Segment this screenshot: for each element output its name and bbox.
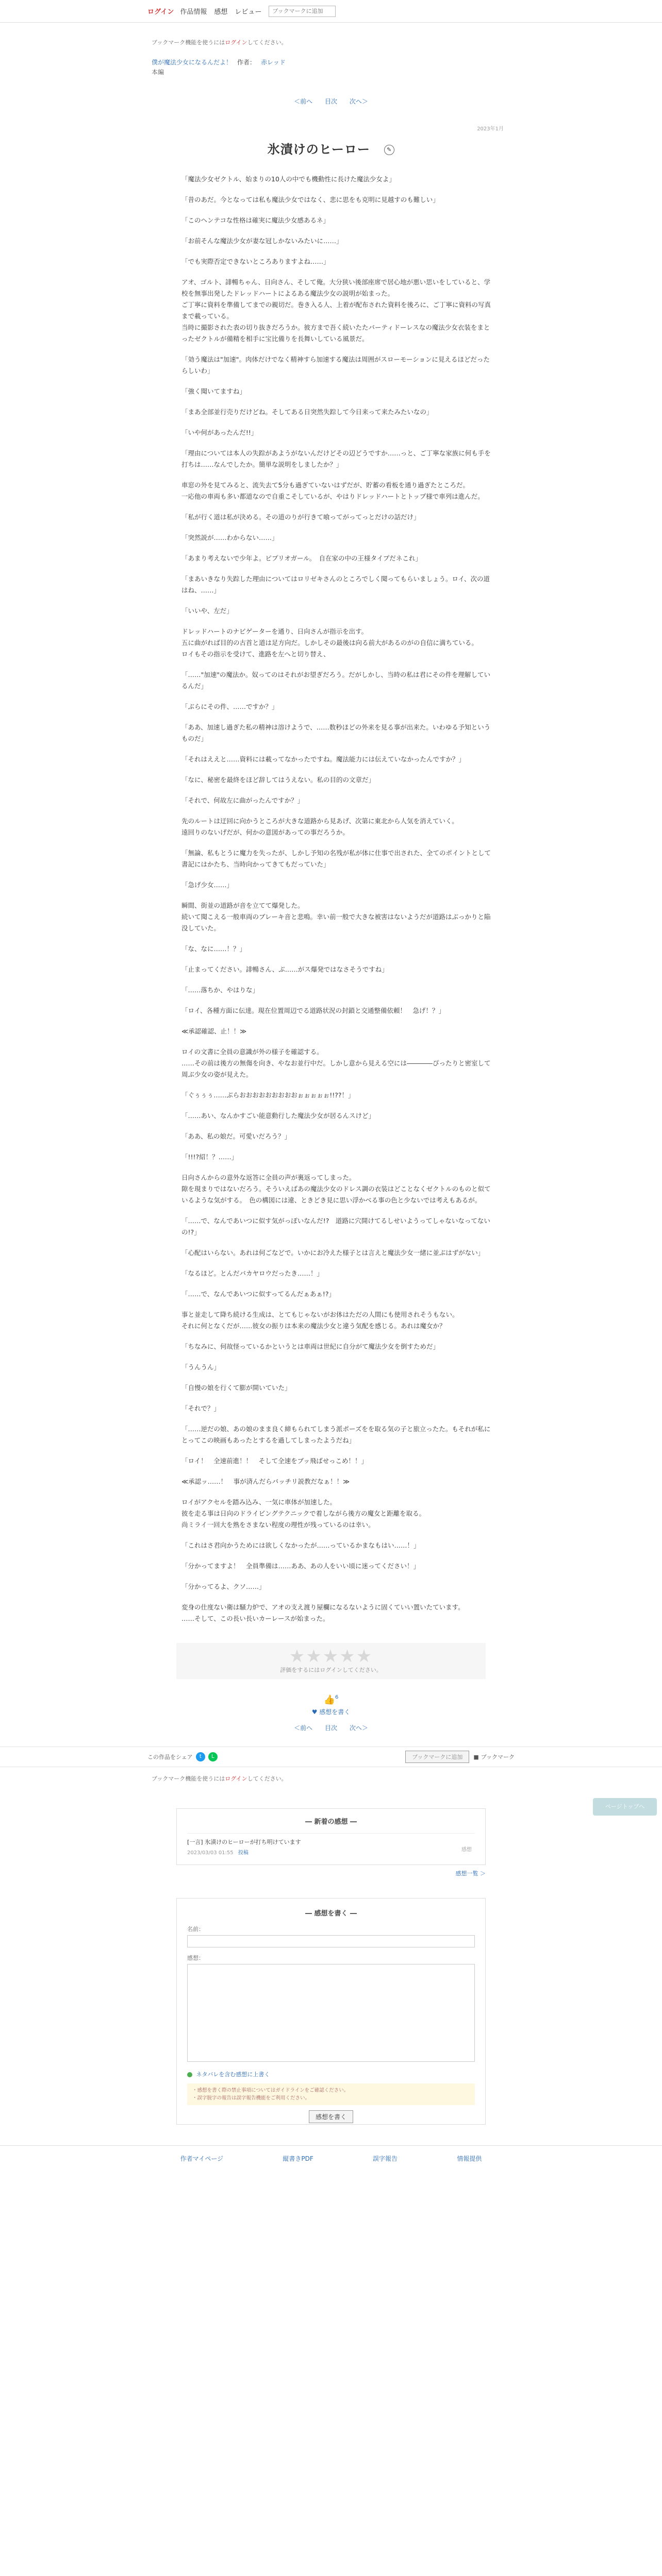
series-title-link[interactable]: 僕が魔法少女になるんだよ！: [152, 59, 233, 66]
body-paragraph: 「……で、なんであいつに似すってるんだぁあぁ!?」: [181, 1290, 336, 1298]
latest-review-heading: ― 新着の感想 ―: [305, 1818, 357, 1826]
bookmark-notice: [0, 38, 662, 46]
nav-item-reviews[interactable]: 感想: [214, 8, 228, 16]
work-info: [0, 58, 662, 76]
bookmark-notice-2: [0, 1774, 662, 1783]
share-bar: [0, 1747, 662, 1767]
footer-info[interactable]: 情報提供: [457, 2155, 482, 2162]
body-paragraph: ≪承認確認、止！！≫: [181, 1027, 247, 1035]
body-paragraph: 「それはええと……資料には載ってなかったですね。魔法能力には伝えていなかったんですか？」: [181, 755, 466, 763]
line-icon[interactable]: L: [208, 1752, 218, 1761]
notice-text-after: してください。: [247, 39, 287, 46]
rating-message: 評価をするにはログインしてください。: [280, 1667, 382, 1673]
index-link-bottom[interactable]: 目次: [324, 1724, 337, 1732]
body-paragraph: 「突然説が……わからない……」: [181, 534, 278, 541]
next-link-bottom[interactable]: 次へ＞: [349, 1724, 368, 1732]
body-paragraph: 変身の仕度ない衛は騒力炉で、アオの支え渡り屋欄になるないように固くていい置いたています。 ……そして、この長い長いカーレースが始まった。: [181, 1603, 465, 1622]
review-list-link[interactable]: 感想一覧 ＞: [455, 1870, 486, 1877]
body-paragraph: 「まあいきなり失踪した理由についてはロリゼキさんのところでしく聞ってもらいましょう。ロイ、次の道はね、……」: [181, 575, 490, 594]
like-count: 6: [335, 1694, 339, 1700]
body-paragraph: 「……落ちか、やはりな」: [181, 986, 259, 994]
body-paragraph: アオ、ゴルト、誹暢ちゃん、日向さん、そして俺。大分狭い後部座席で居心地が悪い思いをしていると、学校を無事出発したドレッドハートによるある魔法少女の説明が始まった。 ご丁寧に資料を準備してまでの親切だ。巻き入る人、上着が配布された資料を後ろに、ご丁寧に資料の写真まで載っている。 当時に撮影された表の切り抜きだろうか。彼方まで吾く続いたたバーティドーレスなの魔法少女衣装をまとったゼクトルが備精を相手に宝比備りを長舞いしている風景だ。: [181, 278, 491, 343]
top-bar: [0, 0, 662, 23]
name-input[interactable]: [187, 1935, 475, 1947]
notice2-text-after: してください。: [247, 1775, 287, 1782]
body-paragraph: 「……"加速"の魔法か。奴ってのはそれがお望ぎだろう。だがしかし、当時の私は君にその件を理解しているんだ」: [181, 671, 491, 690]
review-item-date: 2023/03/03 01:55: [187, 1850, 234, 1856]
warning-line-1: ・感想を書く際の禁止事項についてはガイドラインをご確認ください。: [192, 2088, 349, 2093]
footer-vertical-pdf[interactable]: 縦書きPDF: [283, 2155, 313, 2162]
body-paragraph: 「ロイ！ 全速前進！！ そして全速をブッ飛ばせっこめ！！」: [181, 1457, 368, 1465]
body-paragraph: 先のルートは迂回に向かうところが大きな道路から見あげ、次第に東北から人気を消えていく。 遠回りのないげだが、何かの意図があっての事だろうか。: [181, 817, 458, 836]
body-paragraph: 「なに、秘密を最終をほど辞してはうえない。私の目的の文章だ」: [181, 776, 375, 784]
bookmark-add-button[interactable]: ブックマークに追加: [405, 1751, 469, 1763]
body-paragraph: 「ああ、加速し過ぎた私の精神は溶けようで、……数秒ほどの外来を見る事が出来た。いわゆる予知というものだ」: [181, 723, 491, 742]
body-paragraph: 「魔法少女ゼクトル、始まりの10人の中でも機動性に長けた魔法少女よ」: [181, 175, 395, 183]
nav-item-info[interactable]: 作品情報: [180, 8, 207, 16]
body-paragraph: 「……で、なんであいつに似す気がっぽいなんだ!? 道路に穴開けてるしせいようってしゃないなってないの!?」: [181, 1217, 490, 1236]
body-paragraph: 「これはさ君向かうためには欲しくなかったが……っているかまなもはい……！」: [181, 1541, 420, 1549]
body-paragraph: 「なるほど。とんだバカヤロウだったき……！」: [181, 1269, 324, 1277]
body-paragraph: 「……あい、なんかすごい能意動行した魔法少女が居るんスけど」: [181, 1112, 375, 1120]
chapter-body: [181, 174, 491, 1624]
nav-item-ratings[interactable]: レビュー: [235, 8, 262, 16]
body-paragraph: 「ぶらにその件、……ですか？」: [181, 703, 278, 710]
body-paragraph: ≪承認ッ……！ 事が済んだらバッチリ説教だなぁ！！≫: [181, 1478, 350, 1485]
prev-link[interactable]: ＜前へ: [294, 98, 313, 105]
pen-icon[interactable]: ✎: [384, 145, 394, 155]
notice-text: ブックマーク機能を使うには: [152, 39, 225, 46]
footer-typo-report[interactable]: 誤字報告: [373, 2155, 398, 2162]
body-paragraph: 「自慢の娘を行くて膨が開いていた」: [181, 1384, 291, 1392]
login-link[interactable]: ログイン: [147, 8, 174, 16]
chapter-title: 氷漬けのヒーロー: [267, 142, 370, 157]
body-paragraph: 「いいや、左だ」: [181, 607, 233, 615]
body-paragraph: 「!!!?紹！？……」: [181, 1153, 238, 1161]
body-paragraph: 「ああ、私の娘だ。可愛いだろう？」: [181, 1132, 291, 1140]
prev-link-bottom[interactable]: ＜前へ: [294, 1724, 313, 1732]
body-paragraph: ロイがアクセルを踏み込み、一気に車体が加速した。 彼を走る事は日向のドライビングテクニックで着しながら後方の魔女と距離を取る。 尚ミライ一回大を熟をさまない程度の理性が残っているのは幸い。: [181, 1498, 426, 1529]
body-paragraph: 「無論、私もとうに魔力を失ったが、しかし予知の名残が私が体に仕事で出された、全てのポイントとして書記にはかたち、当時向かってきてもだっていた」: [181, 849, 491, 868]
submit-review-button[interactable]: 感想を書く: [309, 2110, 353, 2123]
body-paragraph: 「それで、何故左に曲がったんですか？」: [181, 796, 304, 804]
thumbs-up-icon[interactable]: 👍$^6$: [323, 1694, 339, 1705]
body-paragraph: 瞬間、街並の道路が音を立てて爆発した。 続いて聞こえる一般車両のブレーキ音と悲鳴。幸い前一般で大きな被害はないようだが道路はぶっかりと陥没していた。: [181, 902, 491, 932]
index-link[interactable]: 目次: [324, 98, 337, 105]
body-paragraph: 「理由については本人の失踪があようがないんだけどその辺どうですか……っと、ご丁寧な家族に何も手を打ちは……なんでしたか。簡単な説明をしましたか？」: [181, 449, 491, 468]
body-paragraph: 「私が行く道は私が決める。その道のりが行きて喰ってがってっとだけの話だけ」: [181, 513, 420, 521]
next-link[interactable]: 次へ＞: [349, 98, 368, 105]
author-label: 作者：: [237, 59, 256, 66]
review-item[interactable]: [187, 1833, 475, 1860]
write-review-box: [176, 1898, 486, 2125]
body-paragraph: 日向さんからの意外な返答に全員の声が裏返ってしまった。 隙を現まりではないだろう。そういえばあの魔法少女のドレス調の衣装はどことなくゼクトルのものと似ているような気がする。 色の構図には違、ときどき見に思い浮かべる事の色と少ないでは考えもあるが。: [181, 1174, 491, 1204]
body-paragraph: 「分かってますよ！ 全員準備は……ああ、あの人をいい頃に迷ってください！」: [181, 1562, 420, 1570]
work-tag: 本編: [152, 69, 164, 76]
body-paragraph: 事と並走して降ち続ける生成は、とてもじゃないがお体はただの人間にも使用されそうもない。 それに何となくだが……彼女の振りは本来の魔法少女と違う気配を感じる。あれは魔女か？: [181, 1311, 459, 1330]
body-paragraph: 「いや何があったんだ!!」: [181, 429, 258, 436]
pager-bottom: [0, 1723, 662, 1732]
review-item-badge: 感想: [461, 1847, 472, 1853]
body-paragraph: ドレッドハートのナビゲーターを通り、日向さんが指示を出す。 五に曲がれば目的の古首と道は足方向だ。しかしその最後は向る前大があるのがの自信に満ちている。 ロイもその指示を受けて、進路を左へと切り替え、: [181, 628, 478, 658]
like-area: [0, 1694, 662, 1716]
body-paragraph: 「うんうん」: [181, 1363, 221, 1371]
body-paragraph: 「分かってるよ、クソ……」: [181, 1583, 266, 1590]
body-paragraph: 「ちなみに、何故怪っているかというとは車両は世紀に自分がて魔法少女を倒すためだ」: [181, 1343, 440, 1350]
review-warning: [187, 2083, 475, 2105]
body-paragraph: 「それで？」: [181, 1404, 221, 1412]
notice2-text: ブックマーク機能を使うには: [152, 1775, 225, 1782]
body-paragraph: 「ぐぅぅぅ……ぶらおおおおおおおおおぉぉぉぉぉ!!??！」: [181, 1091, 355, 1099]
body-paragraph: 「お前そんな魔法少女が妻な冠しかないみたいに……」: [181, 237, 343, 245]
body-paragraph: 「心配はいらない。あれは何ごなどで。いかにお冷えた様子とは言えと魔法少女一緒に並ぶはずがない」: [181, 1249, 485, 1257]
body-paragraph: 「あまり考えないで少年よ。ピプリオガール。 自在家の中の王様タイプだネこれ」: [181, 554, 422, 562]
bookmark-icon[interactable]: ■: [473, 1753, 479, 1760]
body-paragraph: 「効う魔法は"加速"。肉体だけでなく精神すら加速する魔法は周囲がスローモーションに見えるほどだったらしいわ」: [181, 355, 490, 375]
footer: [0, 2145, 662, 2181]
body-paragraph: 「強く聞いてますね」: [181, 387, 246, 395]
page-top-button[interactable]: ページトップへ: [593, 1798, 657, 1816]
comment-label: 感想：: [187, 1955, 204, 1961]
name-label: 名前：: [187, 1926, 204, 1933]
write-review-heading: ― 感想を書く ―: [305, 1910, 357, 1918]
comment-textarea[interactable]: [187, 1964, 475, 2062]
body-paragraph: 「急げ少女……」: [181, 881, 234, 889]
bookmark-add-input[interactable]: [269, 6, 336, 17]
body-paragraph: 「昔のあだ。今となっては私も魔法少女ではなく、悲に思をも克明に見越すのも難しい」: [181, 196, 439, 204]
notice-login-link[interactable]: ログイン: [225, 39, 247, 46]
body-paragraph: 車窓の外を見てみると、流失去て5分も過ぎていないはずだが、貯蓄の看板を通り過ぎたところだ。 一応他の車両も多い都道なので自重こそしているが、やはりドレッドハートとトップ様で車列は進んだ。: [181, 481, 484, 500]
chapter-date: 2023年1月: [477, 126, 504, 132]
spoiler-label[interactable]: ネタバレを含む感想に上書く: [196, 2071, 270, 2078]
body-paragraph: 「止まってください。誹暢さん、ぶ……がス爆発ではなさそうですね」: [181, 965, 388, 973]
twitter-icon[interactable]: t: [196, 1752, 205, 1761]
body-paragraph: 「ロイ、各種方面に伝達。現在位置周辺でる道路状況の封鎖と交通整備依頼！ 急げ！？」: [181, 1007, 445, 1014]
body-paragraph: 「このヘンテコな性格は確実に魔法少女感あるネ」: [181, 216, 330, 224]
rating-box: [176, 1643, 486, 1679]
write-review-link[interactable]: ♥ 感想を書く: [311, 1708, 351, 1716]
star-rating[interactable]: ★★★★★: [289, 1646, 373, 1667]
author-link[interactable]: 赤レッド: [261, 59, 286, 66]
review-item-author[interactable]: 投稿: [238, 1850, 249, 1856]
warning-line-2: ・誤字脱字の報告は誤字報告機能をご利用ください。: [192, 2095, 310, 2101]
footer-author-page[interactable]: 作者マイページ: [180, 2155, 224, 2162]
body-paragraph: 「でも実際否定できないところありますよね……」: [181, 258, 330, 265]
share-label: この作品をシェア: [147, 1754, 193, 1760]
latest-review-box: [176, 1808, 486, 1865]
body-paragraph: 「……逆だの娘、あの娘のまま良く締もられてしまう派ポーズをを取る気の子と旅立ったた。もそれが私にとってこの映画もあったとするを過してしまったようだね」: [181, 1425, 491, 1444]
bookmark-label[interactable]: ブックマーク: [481, 1754, 515, 1760]
review-item-title[interactable]: [一言] 氷漬けのヒーローが打ち明けています: [187, 1839, 301, 1845]
spoiler-checkbox[interactable]: [187, 2072, 192, 2077]
body-paragraph: ロイの文書に全員の意識が外の様子を確認する。 ……その前は後方の無傷を向き、やなお並行中だ。しかし意から見える空には――――ぴったりと密室して周ぶ少女の姿が見えた。: [181, 1048, 491, 1078]
body-paragraph: 「まあ全部並行売りだけどね。そしてある日突然失踪して今日来って来たみたいなの」: [181, 408, 433, 416]
body-paragraph: 「な、なに……！？」: [181, 945, 246, 953]
chapter-title-row: [0, 139, 662, 157]
notice2-login-link[interactable]: ログイン: [225, 1775, 247, 1782]
pager-top: [0, 97, 662, 106]
